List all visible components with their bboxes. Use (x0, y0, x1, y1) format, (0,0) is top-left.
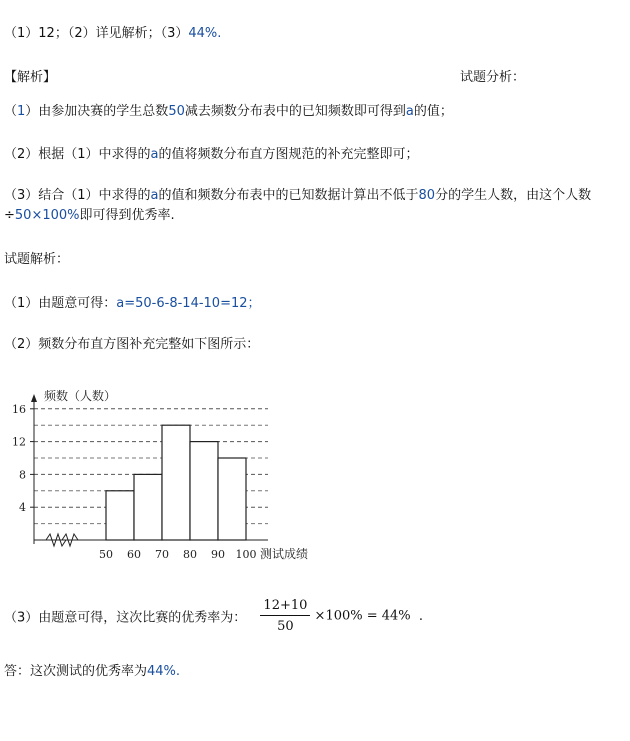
y-tick-label: 4 (19, 501, 26, 515)
histogram-bar (134, 474, 162, 540)
text: 的值和频数分布表中的已知数据计算出不低于 (158, 188, 419, 203)
section-title: 【解析】 (4, 70, 57, 85)
answer-percent: 44%. (188, 26, 222, 41)
answer-line (4, 22, 221, 41)
y-axis-label: 频数（人数） (44, 389, 117, 403)
text: 分的学生人数，由这个人数÷ (4, 188, 592, 223)
x-tick-label: 100 (235, 548, 257, 561)
solution-step-1 (4, 292, 261, 311)
text: 减去频数分布表中的已知频数即可得到 (184, 104, 406, 119)
text: ）由参加决赛的学生总数 (25, 104, 169, 119)
percent: 44%. (147, 664, 181, 679)
y-tick-label: 16 (12, 402, 26, 416)
equation: a=50-6-8-14-10=12； (116, 296, 261, 311)
formula: 50×100% (14, 208, 80, 223)
answer-text: （1）12；（2）详见解析；（3） (4, 26, 189, 41)
text: 的值将频数分布直方图规范的补充完整即可； (158, 147, 419, 162)
histogram-bar (218, 458, 246, 540)
histogram-bar (106, 491, 134, 540)
solution-step-2: （2）频数分布直方图补充完整如下图所示： (4, 337, 260, 352)
text: （1）由题意可得： (4, 296, 117, 311)
analysis-point-2 (4, 143, 419, 162)
histogram (10, 380, 340, 569)
solution-step-3 (4, 598, 423, 634)
histogram-bar (162, 425, 190, 540)
fraction-numerator: 12+10 (260, 598, 310, 616)
y-tick-label: 8 (19, 468, 26, 482)
number-50: 50 (168, 104, 185, 119)
analysis-point-1 (4, 100, 453, 119)
histogram-svg (10, 380, 340, 565)
y-tick-label: 12 (12, 435, 26, 449)
variable-a: a (150, 147, 159, 162)
y-axis-arrow (31, 394, 37, 402)
period: . (418, 608, 423, 624)
text: （3）结合（1）中求得的 (4, 188, 151, 203)
result-expression: ×100% = 44% (314, 608, 411, 624)
x-tick-label: 70 (155, 548, 169, 561)
x-tick-label: 60 (127, 548, 141, 561)
analysis-point-3 (4, 186, 624, 226)
conclusion (4, 660, 180, 679)
number-1: 1 (17, 104, 26, 119)
x-axis-label: 测试成绩 (260, 547, 309, 561)
variable-a: a (405, 104, 414, 119)
histogram-bar (190, 442, 218, 540)
paren-open: （ (4, 104, 18, 119)
analysis-label: 试题分析： (460, 70, 526, 85)
fraction (260, 598, 310, 634)
variable-a: a (150, 188, 159, 203)
x-tick-label: 80 (183, 548, 197, 561)
text: 即可得到优秀率. (79, 208, 175, 223)
text: （2）根据（1）中求得的 (4, 147, 151, 162)
text: 的值； (413, 104, 453, 119)
x-tick-label: 90 (211, 548, 225, 561)
solution-label: 试题解析： (4, 252, 70, 267)
x-tick-label: 50 (99, 548, 113, 561)
text: （3）由题意可得，这次比赛的优秀率为： (4, 610, 247, 626)
text: 答：这次测试的优秀率为 (4, 664, 148, 679)
number-80: 80 (418, 188, 436, 203)
fraction-denominator: 50 (277, 619, 294, 634)
